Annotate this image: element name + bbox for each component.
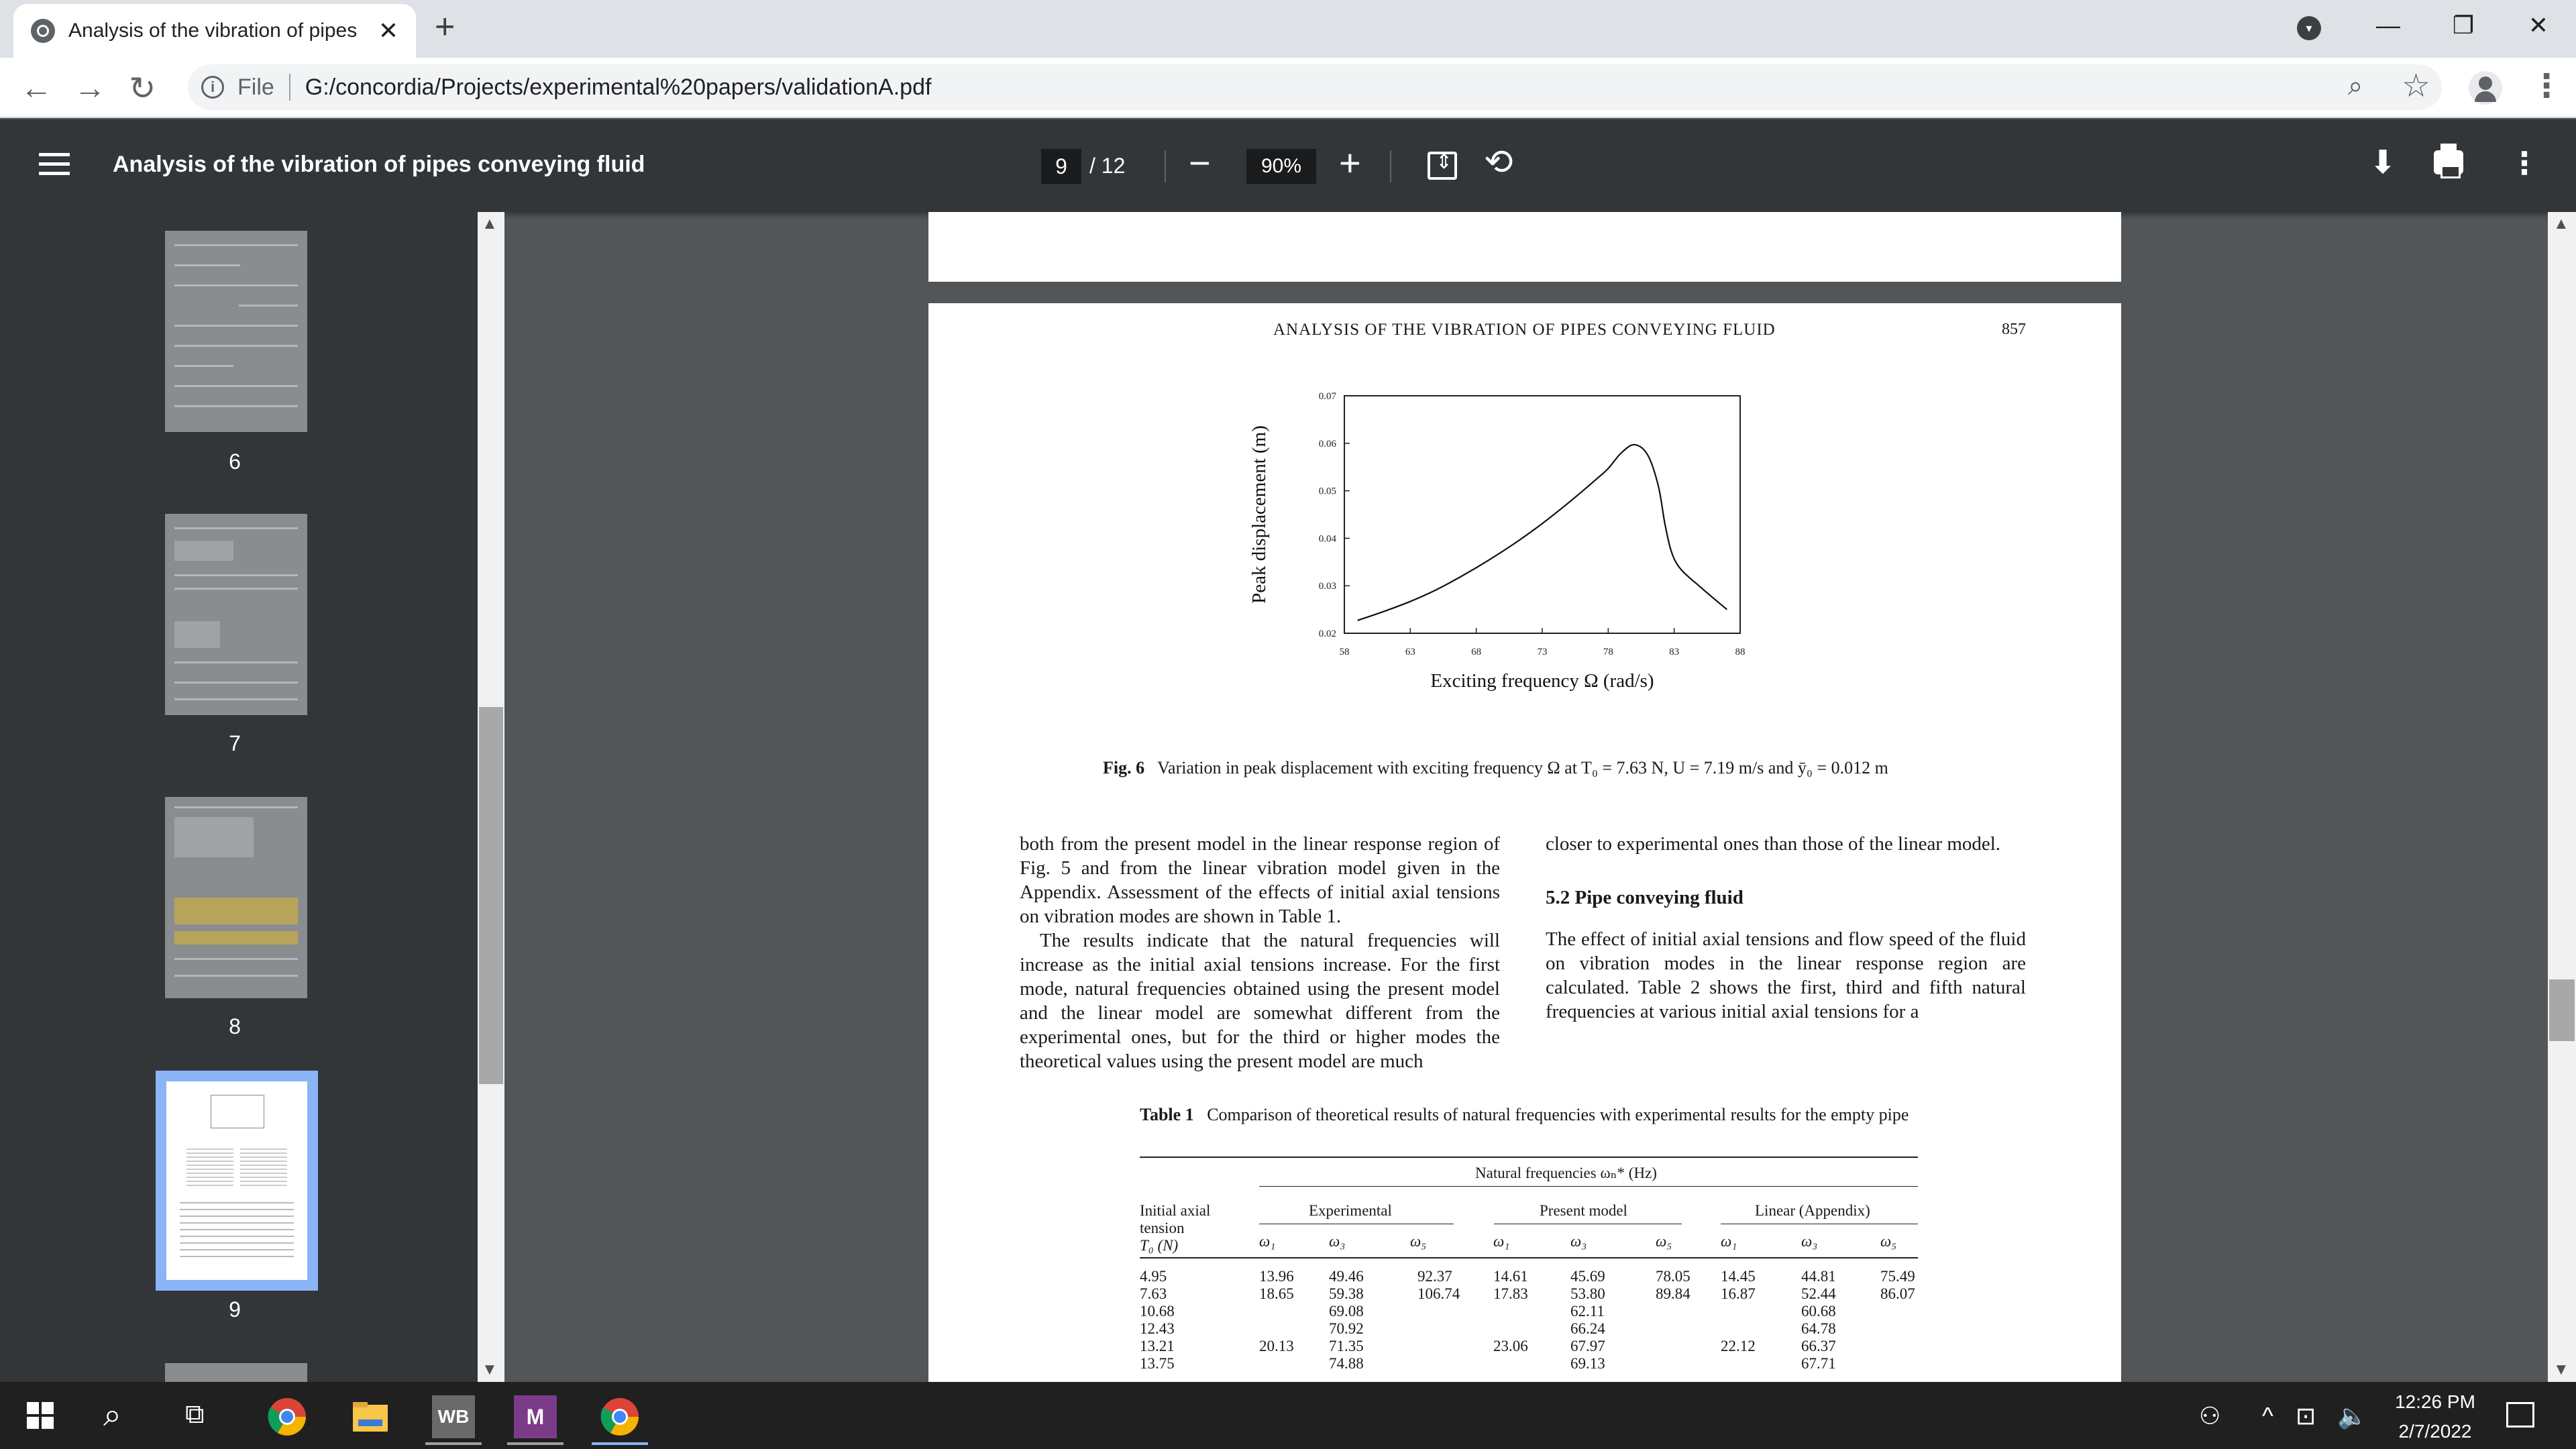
table-cell: 45.69 bbox=[1570, 1268, 1605, 1285]
table-cell bbox=[1417, 1303, 1460, 1320]
table-column bbox=[1329, 1268, 1364, 1373]
y-tick-label: 0.07 bbox=[1318, 391, 1336, 402]
table-group-header: Present model bbox=[1540, 1202, 1627, 1219]
table-cell: 78.05 bbox=[1656, 1268, 1690, 1285]
table-cell: 14.45 bbox=[1721, 1268, 1756, 1285]
table-cell: 67.97 bbox=[1570, 1338, 1605, 1354]
thumbnail-label: 9 bbox=[229, 1297, 241, 1322]
tab-search-icon[interactable]: ▾ bbox=[2297, 16, 2321, 40]
page-total: / 12 bbox=[1089, 154, 1126, 178]
table-cell bbox=[1880, 1355, 1915, 1373]
table-cell bbox=[1417, 1320, 1460, 1338]
x-tick-label: 83 bbox=[1669, 647, 1680, 657]
table-cell bbox=[1880, 1303, 1915, 1320]
menu-icon[interactable] bbox=[39, 153, 70, 177]
figure-caption bbox=[1103, 757, 1948, 779]
browser-menu-icon[interactable]: ⋮ bbox=[2530, 68, 2563, 104]
table-cell: 66.24 bbox=[1570, 1320, 1605, 1337]
fit-to-page-icon[interactable] bbox=[1428, 152, 1457, 180]
url-text[interactable]: G:/concordia/Projects/experimental%20papers/validationA.pdf bbox=[305, 74, 932, 100]
table-rule bbox=[1140, 1257, 1918, 1258]
y-tick-label: 0.05 bbox=[1318, 486, 1336, 497]
profile-avatar[interactable] bbox=[2469, 71, 2502, 105]
table-cell: 17.83 bbox=[1493, 1285, 1528, 1302]
table-cell: 4.95 bbox=[1140, 1268, 1167, 1285]
table-row-header bbox=[1140, 1202, 1210, 1254]
sidebar-scroll-up-icon[interactable]: ▲ bbox=[482, 215, 498, 233]
clock-time[interactable]: 12:26 PM bbox=[2395, 1391, 2475, 1412]
table-cell: 74.88 bbox=[1329, 1355, 1364, 1372]
table-cell bbox=[1493, 1355, 1528, 1373]
download-icon[interactable]: ⬇ bbox=[2369, 145, 2397, 180]
bookmark-star-icon[interactable]: ☆ bbox=[2402, 68, 2431, 104]
table-column bbox=[1417, 1268, 1460, 1373]
new-tab-button[interactable]: + bbox=[435, 7, 455, 46]
app-m-icon[interactable]: M bbox=[514, 1395, 557, 1438]
table-sub-header: ω₃ bbox=[1329, 1233, 1346, 1250]
table-cell: 59.38 bbox=[1329, 1285, 1364, 1302]
table-cell: 75.49 bbox=[1880, 1268, 1915, 1285]
table-cell: 22.12 bbox=[1721, 1338, 1756, 1354]
clock-date[interactable]: 2/7/2022 bbox=[2398, 1421, 2472, 1442]
table-cell: 67.71 bbox=[1801, 1355, 1836, 1372]
table-sub-header: ω₅ bbox=[1880, 1233, 1897, 1250]
sidebar-scrollbar-thumb[interactable] bbox=[479, 707, 503, 1084]
table-cell bbox=[1259, 1320, 1294, 1338]
y-tick-label: 0.02 bbox=[1318, 629, 1336, 639]
close-window-button[interactable]: ✕ bbox=[2528, 11, 2549, 39]
table-cell bbox=[1493, 1320, 1528, 1338]
restore-button[interactable]: ❐ bbox=[2452, 11, 2475, 39]
table-sub-header: ω₁ bbox=[1493, 1233, 1510, 1250]
thumbnail-label: 8 bbox=[229, 1014, 241, 1038]
table-cell: 14.61 bbox=[1493, 1268, 1528, 1285]
rotate-icon[interactable]: ⟲ bbox=[1484, 143, 1513, 182]
pdf-page bbox=[928, 303, 2121, 1382]
back-arrow-icon[interactable]: ← bbox=[20, 70, 52, 106]
table-group-header: Linear (Appendix) bbox=[1755, 1202, 1870, 1219]
figure-caption-text: Variation in peak displacement with exciting frequency Ω at T₀ = 7.63 N, U = 7.19 m/s and ȳ₀ = 0.012 m bbox=[1157, 758, 1888, 777]
table-label: Table 1 bbox=[1140, 1105, 1194, 1124]
x-tick-label: 58 bbox=[1339, 647, 1350, 657]
table-cell bbox=[1656, 1320, 1690, 1338]
table-cell: 69.13 bbox=[1570, 1355, 1605, 1372]
table-cell bbox=[1417, 1355, 1460, 1373]
table-caption bbox=[1140, 1104, 1918, 1126]
table-cell bbox=[1656, 1338, 1690, 1355]
table-cell bbox=[1493, 1303, 1528, 1320]
table-cell bbox=[1721, 1355, 1756, 1373]
zoom-out-button[interactable]: − bbox=[1189, 142, 1211, 184]
scroll-up-icon[interactable]: ▲ bbox=[2553, 215, 2569, 233]
table-cell: 86.07 bbox=[1880, 1285, 1915, 1302]
table-cell: 62.11 bbox=[1570, 1303, 1605, 1320]
minimize-button[interactable]: — bbox=[2376, 11, 2400, 39]
table-cell bbox=[1721, 1320, 1756, 1338]
table-cell: 60.68 bbox=[1801, 1303, 1836, 1320]
url-scheme-label: File bbox=[237, 74, 274, 100]
table-cell bbox=[1417, 1338, 1460, 1355]
tab-title: Analysis of the vibration of pipes bbox=[68, 19, 358, 42]
table-column bbox=[1656, 1268, 1690, 1373]
table-cell: 10.68 bbox=[1140, 1303, 1175, 1320]
table-cell: 92.37 bbox=[1417, 1268, 1452, 1285]
thumbnail-label: 6 bbox=[229, 449, 241, 474]
table-sub-header: ω₅ bbox=[1656, 1233, 1672, 1250]
url-divider bbox=[289, 74, 290, 101]
table-sub-header: ω₁ bbox=[1259, 1233, 1276, 1250]
table-cell: 13.21 bbox=[1140, 1338, 1175, 1354]
tab-close-button[interactable]: ✕ bbox=[378, 17, 398, 44]
paragraph: both from the present model in the linear response region of Fig. 5 and from the linear vibration model given in the Appendix. Assessment of the effects of initial axial tensions on vibration modes are shown in Table 1. bbox=[1020, 833, 1500, 927]
thumbnail-label: 7 bbox=[229, 731, 241, 755]
table-cell: 70.92 bbox=[1329, 1320, 1364, 1337]
table-super-header: Natural frequencies ωₙ* (Hz) bbox=[1475, 1165, 1657, 1181]
chrome-icon[interactable] bbox=[266, 1395, 309, 1438]
series-line bbox=[1358, 445, 1727, 621]
tray-chevron-icon[interactable]: ^ bbox=[2262, 1402, 2273, 1430]
table-cell bbox=[1880, 1320, 1915, 1338]
table-cell: 23.06 bbox=[1493, 1338, 1528, 1354]
table-cell: 89.84 bbox=[1656, 1285, 1690, 1302]
x-tick-label: 78 bbox=[1603, 647, 1613, 657]
row-header-line: Initial axial bbox=[1140, 1202, 1211, 1219]
figure-label: Fig. 6 bbox=[1103, 758, 1145, 777]
table-column bbox=[1259, 1268, 1294, 1373]
table-sub-header: ω₅ bbox=[1410, 1233, 1427, 1250]
volume-icon[interactable]: 🔈 bbox=[2337, 1402, 2367, 1430]
row-header-line: T₀ (N) bbox=[1140, 1237, 1179, 1254]
document-scrollbar[interactable] bbox=[2548, 212, 2576, 1382]
table-cell: 18.65 bbox=[1259, 1285, 1294, 1302]
table-cell: 106.74 bbox=[1417, 1285, 1460, 1302]
search-icon[interactable]: ⌕ bbox=[103, 1397, 121, 1433]
zoom-in-button[interactable]: + bbox=[1339, 142, 1361, 184]
zoom-magnifier-icon[interactable]: ⌕ bbox=[2348, 71, 2363, 101]
table-cell bbox=[1259, 1303, 1294, 1320]
document-title: Analysis of the vibration of pipes conveying fluid bbox=[113, 152, 645, 177]
network-icon[interactable]: ⊡ bbox=[2296, 1402, 2316, 1430]
running-head: ANALYSIS OF THE VIBRATION OF PIPES CONVEYING FLUID bbox=[1273, 321, 1776, 339]
plot-frame bbox=[1344, 396, 1740, 633]
x-tick-label: 88 bbox=[1735, 647, 1746, 657]
table-sub-header: ω₃ bbox=[1570, 1233, 1587, 1250]
table-column bbox=[1880, 1268, 1915, 1373]
globe-icon bbox=[31, 19, 55, 43]
table-sub-header: ω₃ bbox=[1801, 1233, 1818, 1250]
y-tick-label: 0.04 bbox=[1318, 533, 1336, 545]
thumbnail-page-8[interactable] bbox=[165, 797, 307, 998]
print-icon[interactable] bbox=[2434, 150, 2463, 174]
sidebar-scroll-down-icon[interactable]: ▼ bbox=[482, 1360, 498, 1379]
table-cell: 69.08 bbox=[1329, 1303, 1364, 1320]
zoom-input[interactable]: 90% bbox=[1246, 149, 1316, 184]
table-cell bbox=[1721, 1303, 1756, 1320]
thumbnail-page-9[interactable] bbox=[156, 1071, 318, 1291]
paragraph: The effect of initial axial tensions and flow speed of the fluid on vibration modes in the linear response region are calculated. Table 2 shows the first, third and fifth natural frequencies at various initial axial tensions for a bbox=[1546, 928, 2026, 1022]
reload-icon[interactable]: ↻ bbox=[129, 71, 156, 107]
info-icon[interactable]: i bbox=[201, 76, 224, 99]
text-column-left bbox=[1020, 832, 1500, 1073]
page-number: 857 bbox=[2002, 321, 2026, 338]
chrome-active-icon[interactable] bbox=[598, 1395, 641, 1438]
table-cell bbox=[1656, 1303, 1690, 1320]
table-rule bbox=[1140, 1157, 1918, 1158]
y-tick-label: 0.06 bbox=[1318, 438, 1336, 449]
thumbnail-page-10[interactable] bbox=[165, 1363, 307, 1382]
paragraph: The results indicate that the natural frequencies will increase as the initial axial tensions increase. For the first mode, natural frequencies obtained using the present model and the linear model are somewhat different from the experimental ones, but for the third or higher modes the theoretical values using the present model are much bbox=[1020, 930, 1500, 1072]
notification-icon[interactable] bbox=[2506, 1402, 2534, 1428]
y-tick-label: 0.03 bbox=[1318, 581, 1336, 592]
table-cell: 66.37 bbox=[1801, 1338, 1836, 1354]
page-number-input[interactable]: 9 bbox=[1041, 149, 1081, 184]
table-column bbox=[1493, 1268, 1528, 1373]
table-rule bbox=[1259, 1186, 1918, 1187]
x-tick-label: 63 bbox=[1405, 647, 1415, 657]
text-column-right bbox=[1546, 832, 2026, 1024]
task-view-icon[interactable]: ⧉ bbox=[185, 1399, 205, 1429]
scroll-down-icon[interactable]: ▼ bbox=[2553, 1360, 2569, 1379]
toolbar-divider bbox=[1165, 150, 1166, 182]
table-cell: 13.75 bbox=[1140, 1355, 1175, 1372]
thumbnail-page-9-image bbox=[166, 1081, 307, 1280]
x-tick-label: 68 bbox=[1471, 647, 1482, 657]
workbench-icon[interactable]: WB bbox=[432, 1395, 475, 1438]
table-cell: 64.78 bbox=[1801, 1320, 1836, 1337]
table-cell bbox=[1656, 1355, 1690, 1373]
window-controls bbox=[2351, 0, 2576, 51]
table-column bbox=[1721, 1268, 1756, 1373]
toolbar-divider bbox=[1390, 150, 1391, 182]
table-cell: 16.87 bbox=[1721, 1285, 1756, 1302]
people-icon[interactable]: ⚇ bbox=[2199, 1402, 2221, 1430]
figure-6-chart bbox=[1214, 381, 1764, 730]
table-cell: 52.44 bbox=[1801, 1285, 1836, 1302]
table-column bbox=[1570, 1268, 1605, 1373]
more-actions-icon[interactable]: ⋮ bbox=[2509, 146, 2540, 180]
table-sub-header: ω₁ bbox=[1721, 1233, 1737, 1250]
table-cell: 44.81 bbox=[1801, 1268, 1836, 1285]
table-cell: 20.13 bbox=[1259, 1338, 1294, 1354]
table-cell: 49.46 bbox=[1329, 1268, 1364, 1285]
table-cell: 7.63 bbox=[1140, 1285, 1167, 1302]
table-cell: 53.80 bbox=[1570, 1285, 1605, 1302]
forward-arrow-icon[interactable]: → bbox=[74, 70, 106, 106]
previous-page bbox=[928, 212, 2121, 282]
y-axis-label: Peak displacement (m) bbox=[1248, 425, 1270, 604]
file-explorer-icon[interactable] bbox=[349, 1395, 392, 1438]
thumbnail-page-6[interactable] bbox=[165, 231, 307, 432]
table-cell: 13.96 bbox=[1259, 1268, 1294, 1285]
x-tick-label: 73 bbox=[1537, 647, 1548, 657]
browser-tab[interactable] bbox=[13, 4, 416, 58]
table-cell: 71.35 bbox=[1329, 1338, 1364, 1354]
address-bar[interactable] bbox=[188, 64, 2442, 110]
table-column bbox=[1801, 1268, 1836, 1373]
table-cell: 12.43 bbox=[1140, 1320, 1175, 1337]
table-group-header: Experimental bbox=[1309, 1202, 1392, 1219]
paragraph: closer to experimental ones than those of the linear model. bbox=[1546, 833, 2001, 855]
table-cell bbox=[1259, 1355, 1294, 1373]
windows-start-icon[interactable] bbox=[27, 1402, 54, 1429]
section-heading: 5.2 Pipe conveying fluid bbox=[1546, 887, 1743, 908]
document-scrollbar-thumb[interactable] bbox=[2549, 979, 2575, 1041]
row-header-line: tension bbox=[1140, 1220, 1185, 1236]
x-axis-label: Exciting frequency Ω (rad/s) bbox=[1430, 670, 1654, 692]
table-caption-text: Comparison of theoretical results of natural frequencies with experimental results for the empty pipe bbox=[1207, 1105, 1909, 1124]
table-column-tension bbox=[1140, 1268, 1175, 1373]
thumbnail-page-7[interactable] bbox=[165, 514, 307, 715]
table-cell bbox=[1880, 1338, 1915, 1355]
table-1 bbox=[1140, 1157, 1918, 1382]
